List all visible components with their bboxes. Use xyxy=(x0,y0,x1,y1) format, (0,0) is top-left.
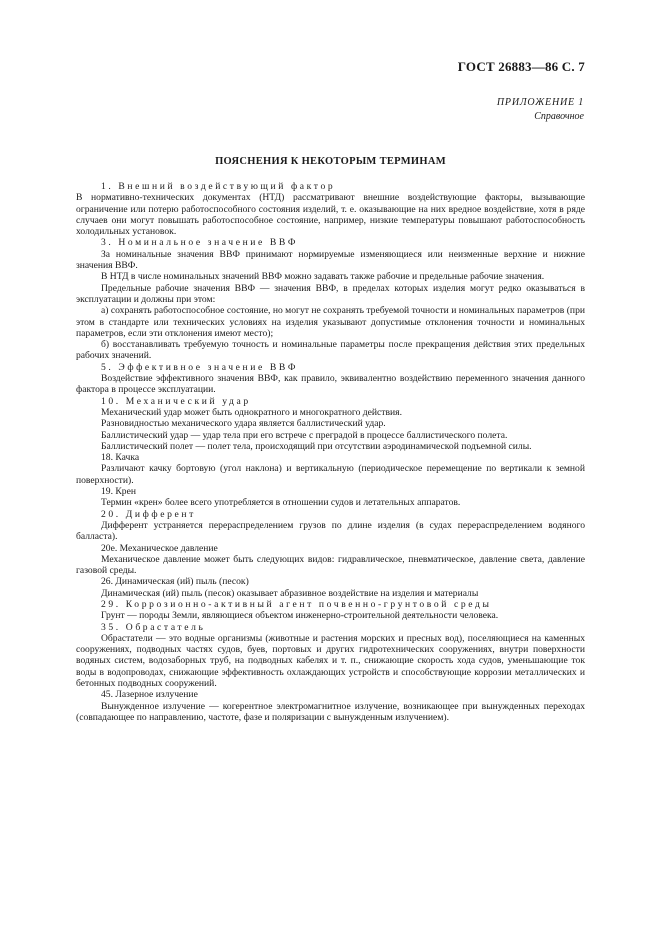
term-10-text-3: Баллистический удар — удар тела при его встрече с преградой в процессе баллистического полета. xyxy=(101,429,508,441)
term-18-text-1: Различают качку бортовую (угол наклона) и вертикальную (периодическое перемещение по вертикали к земной поверхности). xyxy=(76,463,585,486)
appendix-title: ПРИЛОЖЕНИЕ 1 xyxy=(496,97,584,108)
term-3-text-1: За номинальные значения ВВФ принимают нормируемые изменяющиеся или неизменные верхние и нижние значения ВВФ. xyxy=(76,248,585,272)
term-5-text-1: Воздействие эффективного значения ВВФ, как правило, эквивалентно воздействию переменного значения данного фактора в процессе эксплуатации. xyxy=(76,373,585,396)
term-1-text-1: В нормативно-технических документах (НТД) рассматривают внешние воздействующие факторы, вызывающие ограничение или потерю работоспособного состояния изделий, т. е. оказывающие на них вредное воздействие, хотя в ряде случаев они могут повышать работоспособное состояние, например, низкие температуры повышают работоспособность холодильных установок. xyxy=(76,192,585,238)
term-20e-text-1: Механическое давление может быть следующих видов: гидравлическое, пневматическое, давление света, давление газовой среды. xyxy=(76,553,585,577)
term-26-heading: 26. Динамическая (ий) пыль (песок) xyxy=(101,576,249,588)
term-29-text-1: Грунт — породы Земли, являющиеся объектом инженерно-строительной деятельности человека. xyxy=(101,610,499,622)
appendix-subtitle: Справочное xyxy=(534,111,584,122)
term-45-heading: 45. Лазерное излучение xyxy=(101,689,198,701)
term-10-text-4: Баллистический полет — полет тела, происходящий при отсутствии аэродинамической подъемной силы. xyxy=(101,440,532,452)
term-20-text-1: Дифферент устраняется перераспределением грузов по длине изделия (в судах перераспределением водяного балласта). xyxy=(76,519,585,543)
term-10-text-1: Механический удар может быть однократного и многократного действия. xyxy=(101,406,402,418)
term-35-heading: 35. Обрастатель xyxy=(101,621,206,633)
term-45-text-1: Вынужденное излучение — когерентное электромагнитное излучение, возникающее при вынужденных переходах (совпадающее по направлению, частоте, фазе и поляризации с вынужденным излучением). xyxy=(76,700,585,723)
term-5-heading: 5. Эффективное значение ВВФ xyxy=(101,361,299,373)
term-1-heading: 1. Внешний воздействующий фактор xyxy=(101,181,336,192)
term-19-text-1: Термин «крен» более всего употребляется в отношении судов и летательных аппаратов. xyxy=(101,497,461,509)
term-20e-heading: 20е. Механическое давление xyxy=(101,542,218,554)
term-29-heading: 29. Коррозионно-активный агент почвенно-грунтовой среды xyxy=(101,598,492,610)
term-10-text-2: Разновидностью механического удара является баллистический удар. xyxy=(101,418,386,430)
appendix-label xyxy=(497,96,584,124)
page-header: ГОСТ 26883—86 С. 7 xyxy=(457,59,585,74)
term-19-heading: 19. Крен xyxy=(101,486,136,498)
document-title: ПОЯСНЕНИЯ К НЕКОТОРЫМ ТЕРМИНАМ xyxy=(215,156,446,167)
term-3-text-3: Предельные рабочие значения ВВФ — значения ВВФ, в пределах которых изделия могут редко оказываться в эксплуатации и должны при этом: xyxy=(76,282,585,305)
term-18-heading: 18. Качка xyxy=(101,452,140,464)
term-26-text-1: Динамическая (ий) пыль (песок) оказывает абразивное воздействие на изделия и материалы xyxy=(101,587,479,599)
term-3-text-4: а) сохранять работоспособное состояние, но могут не сохранять требуемой точности и номинальных параметров (при этом в стандарте или технических условиях на изделия указывают допустимые отклонения точности и номинальных параметров, если эти отклонения имеют место); xyxy=(76,305,585,339)
term-3-heading: 3. Номинальное значение ВВФ xyxy=(101,237,299,249)
term-35-text-1: Обрастатели — это водные организмы (животные и растения морских и пресных вод), поселяющиеся на каменных сооружениях, подводных частях судов, буев, портовых и других гидротехнических сооружениях, внутри поверхности водяных систем, водозаборных труб, на подводных кабелях и т. п., снижающие скорость хода судов, уменьшающие ток воды в водопроводах, снижающие эффективность охлаждающих устройств и способствующие коррозии металлических и бетонных подводных сооружений. xyxy=(76,632,585,690)
term-20-heading: 20. Дифферент xyxy=(101,508,196,520)
document-body xyxy=(76,181,585,723)
term-3-text-5: б) восстанавливать требуемую точность и номинальные параметры после прекращения действия этих предельных рабочих значений. xyxy=(76,339,585,362)
term-10-heading: 10. Механический удар xyxy=(101,395,251,407)
term-3-text-2: В НТД в числе номинальных значений ВВФ можно задавать также рабочие и предельные рабочие значения. xyxy=(101,271,545,283)
